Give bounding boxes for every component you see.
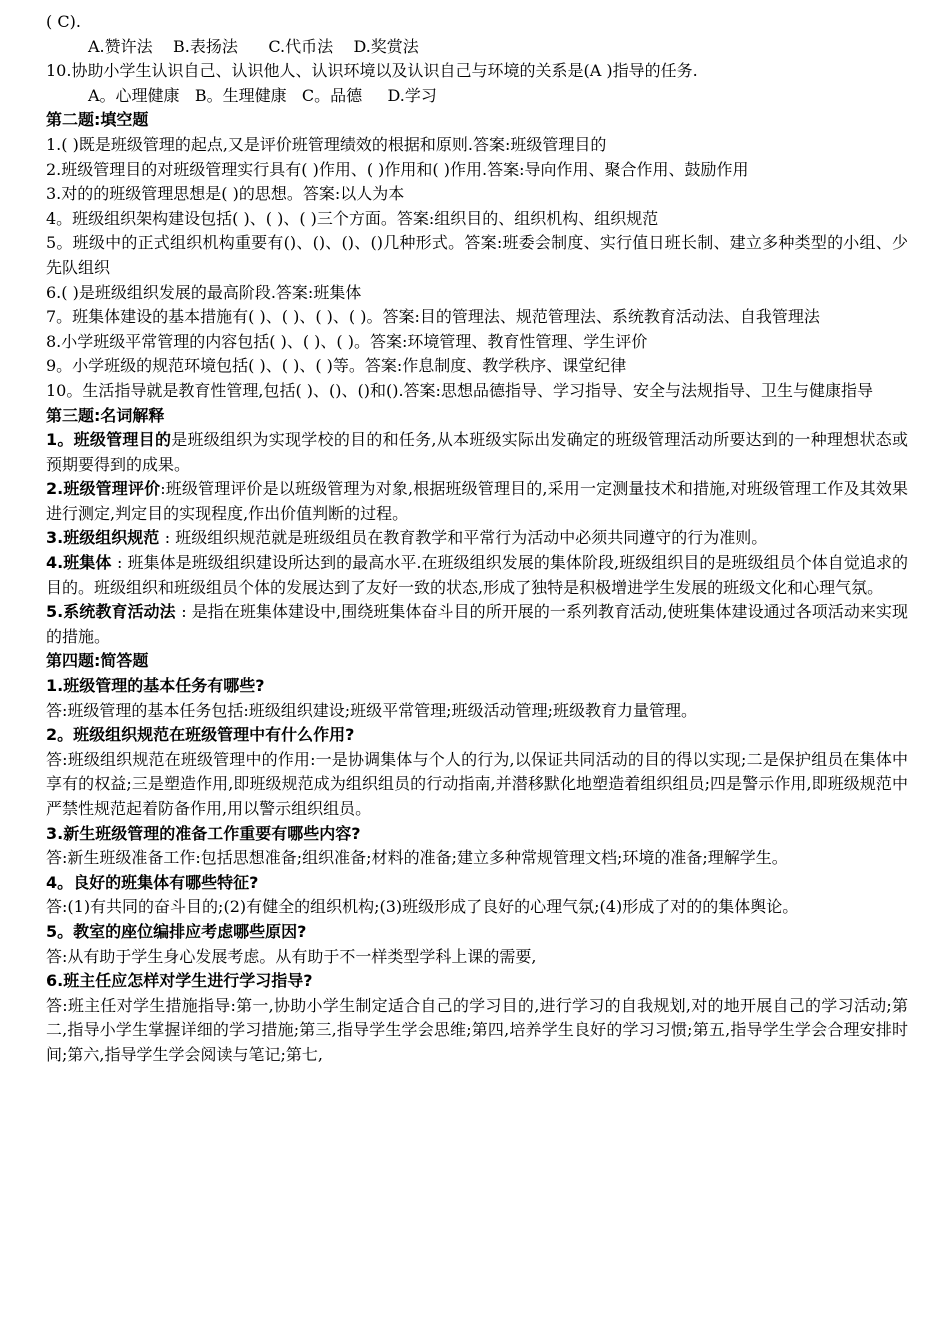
section-heading-short: 第四题:简答题	[46, 651, 149, 671]
fill-item: 2.班级管理目的对班级管理实行具有( )作用、( )作用和( )作用.答案:导向作用、聚合作用、鼓励作用	[46, 159, 749, 179]
term-text: 是班级组织为实现学校的目的和任务,从本班级实际出发确定的班级管理活动所要达到的一种理想状态或预期要得到的成果。	[46, 430, 908, 474]
mc-options-10: A。心理健康 B。生理健康 C。品德 D.学习	[88, 85, 437, 105]
mc-options-9: A.赞许法 B.表扬法 C.代币法 D.奖赏法	[88, 36, 419, 56]
section-heading-fill: 第二题:填空题	[46, 110, 149, 130]
short-question: 4。良好的班集体有哪些特征?	[46, 872, 259, 892]
fill-item: 5。班级中的正式组织机构重要有()、()、()、()几种形式。答案:班委会制度、实行值日班长制、建立多种类型的小组、少先队组织	[46, 233, 908, 277]
mc-answer-line: ( C).	[46, 12, 81, 31]
term-text: : 班集体是班级组织建设所达到的最高水平.在班级组织发展的集体阶段,班级组织目的是班级组员个体自觉追求的目的。班级组织和班级组员个体的发展达到了友好一致的状态,形成了独特是积极增进学生发展的班级文化和心理气氛。	[46, 553, 908, 597]
fill-item: 8.小学班级平常管理的内容包括( )、( )、( )。答案:环境管理、教育性管理、学生评价	[46, 331, 648, 351]
short-answer: 答:班级管理的基本任务包括:班级组织建设;班级平常管理;班级活动管理;班级教育力量管理。	[46, 700, 697, 720]
fill-item: 1.( )既是班级管理的起点,又是评价班管理绩效的根据和原则.答案:班级管理目的	[46, 134, 607, 154]
term-text: : 是指在班集体建设中,围绕班集体奋斗目的所开展的一系列教育活动,使班集体建设通过各项活动来实现的措施。	[46, 602, 908, 646]
short-answer: 答:(1)有共同的奋斗目的;(2)有健全的组织机构;(3)班级形成了良好的心理气氛;(4)形成了对的的集体舆论。	[46, 897, 799, 917]
term-text: :班级管理评价是以班级管理为对象,根据班级管理目的,采用一定测量技术和措施,对班级管理工作及其效果进行测定,判定目的实现程度,作出价值判断的过程。	[46, 479, 908, 523]
term-title: 4.班集体	[46, 553, 118, 573]
term-definition	[46, 477, 908, 526]
term-title: 5.系统教育活动法	[46, 602, 182, 622]
term-title: 2.班级管理评价	[46, 479, 161, 499]
term-definition	[46, 551, 908, 600]
short-answer: 答:班主任对学生措施指导:第一,协助小学生制定适合自己的学习目的,进行学习的自我规划,对的地开展自己的学习活动;第二,指导小学生掌握详细的学习措施;第三,指导学生学会思维;第四,培养学生良好的学习习惯;第五,指导学生学会合理安排时间;第六,指导学生学会阅读与笔记;第七,	[46, 995, 908, 1064]
short-answer: 答:班级组织规范在班级管理中的作用:一是协调集体与个人的行为,以保证共同活动的目的得以实现;二是保护组员在集体中享有的权益;三是塑造作用,即班级规范成为组织组员的行动指南,并潜移默化地塑造着组织组员;四是警示作用,即班级规范中严禁性规范起着防备作用,用以警示组织组员。	[46, 749, 908, 818]
term-title: 3.班级组织规范	[46, 528, 165, 548]
fill-item: 10。生活指导就是教育性管理,包括( )、()、()和().答案:思想品德指导、学习指导、安全与法规指导、卫生与健康指导	[46, 380, 873, 400]
term-title: 1。班级管理目的	[46, 430, 172, 450]
mc-question-10: 10.协助小学生认识自己、认识他人、认识环境以及认识自己与环境的关系是(A )指导的任务.	[46, 61, 698, 81]
term-definition	[46, 428, 908, 477]
fill-item: 9。小学班级的规范环境包括( )、( )、( )等。答案:作息制度、教学秩序、课堂纪律	[46, 356, 627, 376]
term-text: : 班级组织规范就是班级组员在教育教学和平常行为活动中必须共同遵守的行为准则。	[164, 528, 768, 548]
short-answer: 答:从有助于学生身心发展考虑。从有助于不一样类型学科上课的需要,	[46, 946, 537, 966]
short-question: 5。教室的座位编排应考虑哪些原因?	[46, 921, 307, 941]
fill-item: 3.对的的班级管理思想是( )的思想。答案:以人为本	[46, 184, 405, 204]
short-question: 2。班级组织规范在班级管理中有什么作用?	[46, 725, 355, 745]
fill-item: 7。班集体建设的基本措施有( )、( )、( )、( )。答案:目的管理法、规范管理法、系统教育活动法、自我管理法	[46, 307, 820, 327]
fill-item: 6.( )是班级组织发展的最高阶段.答案:班集体	[46, 282, 362, 302]
short-answer: 答:新生班级准备工作:包括思想准备;组织准备;材料的准备;建立多种常规管理文档;环境的准备;理解学生。	[46, 848, 788, 868]
short-question: 3.新生班级管理的准备工作重要有哪些内容?	[46, 823, 361, 843]
fill-item: 4。班级组织架构建设包括( )、( )、( )三个方面。答案:组织目的、组织机构、组织规范	[46, 208, 659, 228]
short-question: 6.班主任应怎样对学生进行学习指导?	[46, 971, 313, 991]
term-definition	[46, 526, 908, 551]
section-heading-terms: 第三题:名词解释	[46, 405, 165, 425]
term-definition	[46, 600, 908, 649]
short-question: 1.班级管理的基本任务有哪些?	[46, 676, 265, 696]
